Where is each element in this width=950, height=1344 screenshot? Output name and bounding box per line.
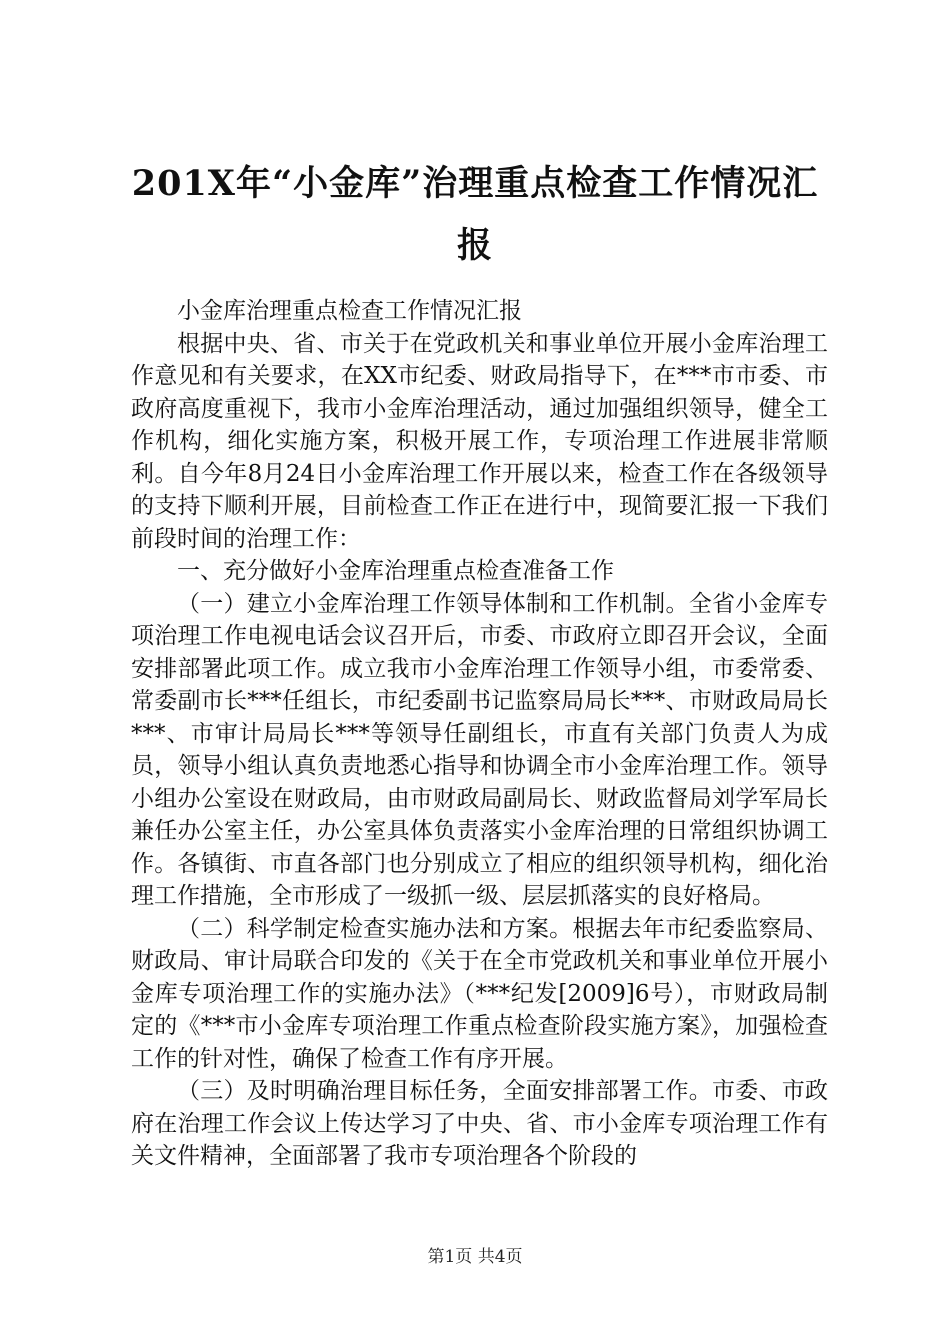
document-body	[131, 295, 828, 1173]
subtitle-paragraph: 小金库治理重点检查工作情况汇报	[177, 298, 522, 324]
paragraph-item-3: （三）及时明确治理目标任务，全面安排部署工作。市委、市政府在治理工作会议上传达学习了中央、省、市小金库专项治理工作有关文件精神，全面部署了我市专项治理各个阶段的	[131, 1078, 828, 1169]
paragraph-item-2: （二）科学制定检查实施办法和方案。根据去年市纪委监察局、财政局、审计局联合印发的《关于在全市党政机关和事业单位开展小金库专项治理工作的实施办法》（***纪发[2009]6号），市财政局制定的《***市小金库专项治理工作重点检查阶段实施方案》，加强检查工作的针对性，确保了检查工作有序开展。	[131, 915, 828, 1072]
section-heading: 一、充分做好小金库治理重点检查准备工作	[177, 558, 614, 584]
page-number-footer: 第1页 共4页	[427, 1247, 523, 1267]
document-title: 201X年“小金库”治理重点检查工作情况汇	[131, 163, 819, 204]
paragraph-item-1: （一）建立小金库治理工作领导体制和工作机制。全省小金库专项治理工作电视电话会议召开后，市委、市政府立即召开会议，全面安排部署此项工作。成立我市小金库治理工作领导小组，市委常委、常委副市长***任组长，市纪委副书记监察局局长***、市财政局局长***、市审计局局长***等领导任副组长，市直有关部门负责人为成员，领导小组认真负责地悉心指导和协调全市小金库治理工作。领导小组办公室设在财政局，由市财政局副局长、财政监督局刘学军局长兼任办公室主任，办公室具体负责落实小金库治理的日常组织协调工作。各镇街、市直各部门也分别成立了相应的组织领导机构，细化治理工作措施，全市形成了一级抓一级、层层抓落实的良好格局。	[131, 590, 828, 909]
intro-paragraph: 根据中央、省、市关于在党政机关和事业单位开展小金库治理工作意见和有关要求，在XX市纪委、财政局指导下，在***市市委、市政府高度重视下，我市小金库治理活动，通过加强组织领导，健全工作机构，细化实施方案，积极开展工作，专项治理工作进展非常顺利。自今年8月24日小金库治理工作开展以来，检查工作在各级领导的支持下顺利开展，目前检查工作正在进行中，现简要汇报一下我们前段时间的治理工作：	[131, 330, 828, 552]
document-title-continued: 报	[456, 225, 493, 266]
